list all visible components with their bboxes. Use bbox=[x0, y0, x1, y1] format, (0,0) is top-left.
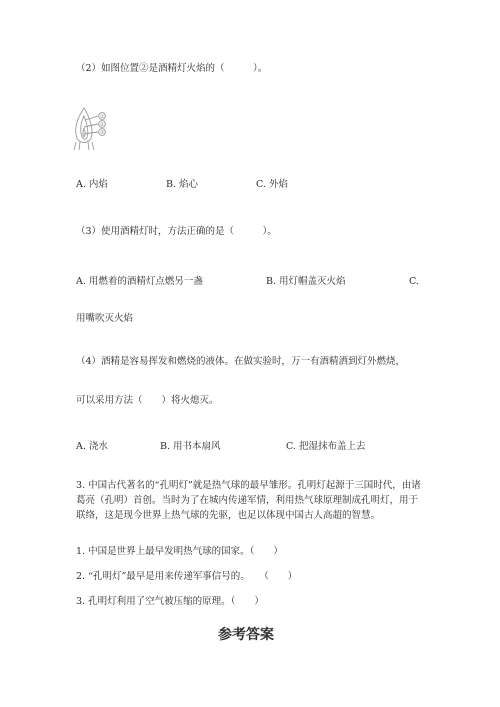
section3-item-1: 1. 中国是世界上最早发明热气球的国家。（ ） bbox=[76, 546, 283, 557]
alcohol-lamp-flame-figure bbox=[72, 106, 110, 150]
section3-item-3: 3. 孔明灯利用了空气被压缩的原理。（ ） bbox=[76, 596, 264, 607]
q3-option-c-continued: 用嘴吹灭火焰 bbox=[76, 313, 134, 324]
figure-label-2: ② bbox=[99, 122, 105, 128]
q3-option-c: C. bbox=[409, 276, 419, 287]
q4-option-b: B. 用书本扇风 bbox=[160, 441, 221, 452]
q3-option-a: A. 用燃着的酒精灯点燃另一盏 bbox=[76, 276, 203, 287]
q2-option-c: C. 外焰 bbox=[256, 179, 288, 190]
figure-label-1: ① bbox=[99, 114, 105, 120]
q2-stem: （2）如图位置②是酒精灯火焰的（ ）。 bbox=[76, 63, 268, 74]
answer-title: 参考答案 bbox=[218, 627, 274, 643]
q2-option-a: A. 内焰 bbox=[76, 179, 108, 190]
q4-stem-line1: （4）酒精是容易挥发和燃烧的液体。在做实验时，万一有酒精洒到灯外燃烧， bbox=[76, 356, 406, 367]
section3-paragraph: 3. 中国古代著名的“孔明灯”就是热气球的最早雏形。孔明灯起源于三国时代，由诸葛亮（孔明）首创。当时为了在城内传递军情，利用热气球原理制成孔明灯，用于联络，这是现今世界上热气球的先驱，也足以体现中国古人高超的智慧。 bbox=[76, 480, 421, 521]
q3-stem: （3）使用酒精灯时，方法正确的是（ ）。 bbox=[76, 226, 277, 237]
figure-label-3: ③ bbox=[99, 130, 105, 136]
q4-option-c: C. 把湿抹布盖上去 bbox=[286, 441, 366, 452]
q3-option-b: B. 用灯帽盖灭火焰 bbox=[266, 276, 346, 287]
section3-item-2: 2. “孔明灯”最早是用来传递军事信号的。 （ ） bbox=[76, 571, 298, 582]
q4-option-a: A. 浇水 bbox=[76, 441, 108, 452]
q2-option-b: B. 焰心 bbox=[166, 179, 199, 190]
q4-stem-line2: 可以采用方法（ ）将火熄灭。 bbox=[76, 395, 219, 406]
